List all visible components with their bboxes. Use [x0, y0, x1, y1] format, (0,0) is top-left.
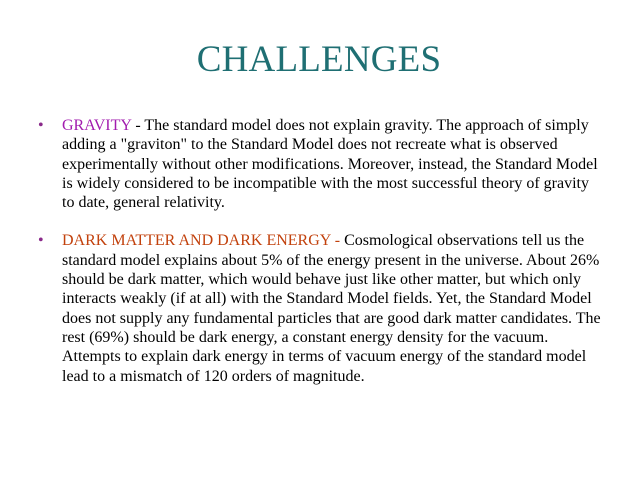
bullet-term: GRAVITY [62, 117, 132, 134]
bullet-icon: • [38, 117, 44, 134]
bullet-text: The standard model does not explain gravity. The approach of simply adding a "graviton" to the Standard Model does not recreate what is observed experimentally without other modifications. Moreover, instead, the Standard Model is widely considered to be incompatible with the most successful theory of gravity to date, general relativity. [62, 117, 598, 212]
bullet-list [38, 116, 604, 386]
bullet-text: Cosmological observations tell us the standard model explains about 5% of the energy present in the universe. About 26% should be dark matter, which would behave just like other matter, but which only interacts weakly (if at all) with the Standard Model fields. Yet, the Standard Model does not supply any fundamental particles that are good dark matter candidates. The rest (69%) should be dark energy, a constant energy density for the vacuum. Attempts to explain dark energy in terms of vacuum energy of the standard model lead to a mismatch of 120 orders of magnitude. [62, 232, 601, 385]
bullet-term: DARK MATTER AND DARK ENERGY [62, 232, 331, 250]
slide-title: CHALLENGES [196, 39, 442, 80]
bullet-separator: - [131, 117, 145, 134]
bullet-icon: • [38, 232, 44, 250]
bullet-gravity [38, 116, 604, 212]
bullet-separator: - [330, 232, 345, 250]
bullet-dark-matter [38, 231, 604, 385]
